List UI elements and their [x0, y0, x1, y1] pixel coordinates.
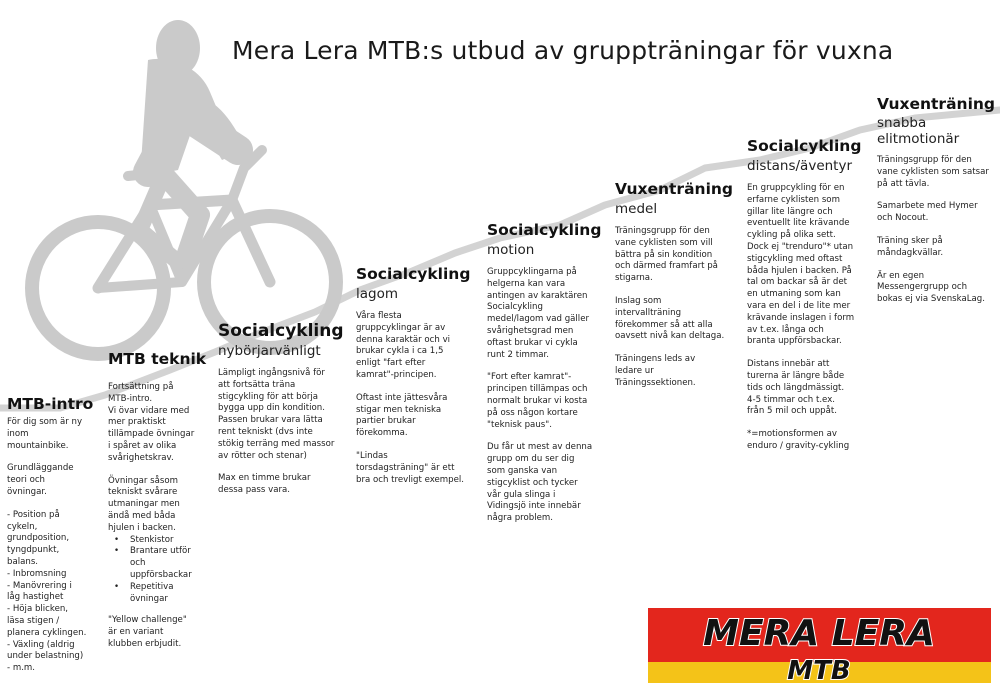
- level-title: MTB teknik: [108, 350, 207, 368]
- level-description: Träningsgrupp för den vane cyklisten som satsar på att tävla.: [877, 155, 989, 189]
- level-subtitle: distans/äventyr: [747, 158, 853, 174]
- svg-text:MERA LERA: MERA LERA: [703, 613, 935, 654]
- level-description: "Fort efter kamrat"- principen tillämpas och normalt brukar vi kosta på oss någon kortare "teknisk paus".: [487, 372, 588, 430]
- level-description: Samarbete med Hymer och Nocout.: [877, 201, 978, 224]
- svg-text:MTB: MTB: [787, 656, 851, 683]
- level-description: En gruppcykling för en erfarne cyklisten som gillar lite längre och eventuellt lite krävande cykling på olika sett. Dock ej "trenduro"* utan stigcykling med oftast båda hjulen i backen. På tal om backar så är det en utmaning som kan vara en del i de lite mer krävande inslagen i form av t.ex. långa och branta uppförsbackar.: [747, 183, 855, 347]
- level-socialcykling-nyborjar: [218, 322, 346, 508]
- level-description: Max en timme brukar dessa pass vara.: [218, 473, 311, 496]
- level-description: Inslag som intervallträning förekommer så att alla oavsett nivå kan deltaga.: [615, 295, 725, 342]
- level-description: Gruppcyklingarna på helgerna kan vara antingen av karaktären Socialcykling medel/lagom vad gäller svårighetsgrad men oftast brukar vi cykla runt 2 timmar.: [487, 267, 590, 360]
- level-subtitle: lagom: [356, 286, 399, 302]
- level-topic-list: - Position på cykeln, grundposition, tyngdpunkt, balans. - Inbromsning - Manövrering i låg hastighet - Höja blicken, läsa stigen / planera cyklingen. - Växling (aldrig under belastning) - m.m.: [7, 509, 87, 674]
- level-note: "Yellow challenge" är en variant klubben erbjudit.: [108, 615, 187, 649]
- list-item: • Brantare utför och uppförsbackar: [124, 546, 203, 581]
- level-subtitle: medel: [615, 201, 658, 217]
- level-title: Socialcykling: [218, 321, 344, 341]
- level-description: Övningar såsom tekniskt svårare utmaningar men ändå med båda hjulen i backen.: [108, 475, 180, 533]
- level-socialcykling-distans: [747, 137, 869, 464]
- level-description: Du får ut mest av denna grupp om du ser dig som ganska van stigcyklist och tycker vår gula slinga i Vidingsjö inte innebär några problem.: [487, 442, 593, 524]
- level-title: Socialcykling: [487, 221, 602, 239]
- level-description: Träningsgrupp för den vane cyklisten som vill bättra på sin kondition och därmed framfart på stigarna.: [615, 226, 718, 284]
- level-description: Träning sker på måndagkvällar.: [877, 235, 944, 258]
- level-title: MTB-intro: [7, 395, 94, 413]
- mera-lera-logo: [648, 608, 991, 683]
- level-description: Oftast inte jättesvåra stigar men tekniska partier brukar förekomma.: [356, 392, 448, 439]
- level-socialcykling-motion: [487, 221, 605, 536]
- level-mtb-intro: [7, 395, 99, 685]
- level-subtitle: snabba elitmotionär: [877, 115, 960, 147]
- level-title: Socialcykling: [747, 137, 862, 155]
- level-description: Lämpligt ingångsnivå för att fortsätta träna stigcykling för att börja bygga upp din kondition. Passen brukar vara lätta rent tekniskt (dvs inte stökig terräng med massor av rötter och stenar): [218, 368, 335, 461]
- list-item: • Repetitiva övningar: [124, 582, 203, 606]
- page-title: Mera Lera MTB:s utbud av gruppträningar för vuxna: [232, 36, 894, 65]
- level-description: För dig som är ny inom mountainbike.: [7, 417, 83, 451]
- level-bullet-list: [108, 535, 203, 606]
- level-description: Fortsättning på MTB-intro. Vi övar vidare med mer praktiskt tillämpade övningar i spåret av olika svårighetskrav.: [108, 382, 195, 463]
- level-description: Våra flesta gruppcyklingar är av denna karaktär och vi brukar cykla i ca 1,5 enligt "fart efter kamrat"-principen.: [356, 311, 451, 380]
- level-vuxentraning-elit: [877, 95, 997, 317]
- level-socialcykling-lagom: [356, 265, 481, 497]
- level-vuxentraning-medel: [615, 180, 733, 401]
- level-subtitle: nybörjarvänligt: [218, 343, 321, 359]
- level-title: Socialcykling: [356, 265, 471, 283]
- level-description: "Lindas torsdagsträning" är ett bra och trevligt exempel.: [356, 450, 465, 485]
- level-description: Distans innebär att turerna är längre både tids och längdmässigt. 4-5 timmar och t.ex. från 5 mil och uppåt.: [747, 359, 845, 417]
- level-description: Är en egen Messengergrupp och bokas ej via SvenskaLag.: [877, 270, 985, 305]
- rider-body: [140, 20, 236, 178]
- level-mtb-teknik: [108, 350, 207, 662]
- level-title: Vuxenträning: [615, 180, 734, 198]
- list-item: • Stenkistor: [124, 535, 203, 547]
- level-description: Grundläggande teori och övningar.: [7, 463, 74, 497]
- level-footnote: *=motionsformen av enduro / gravity-cykling: [747, 429, 850, 451]
- level-subtitle: motion: [487, 242, 535, 258]
- level-description: Träningens leds av ledare ur Träningssektionen.: [615, 354, 696, 388]
- level-title: Vuxenträning: [877, 95, 996, 113]
